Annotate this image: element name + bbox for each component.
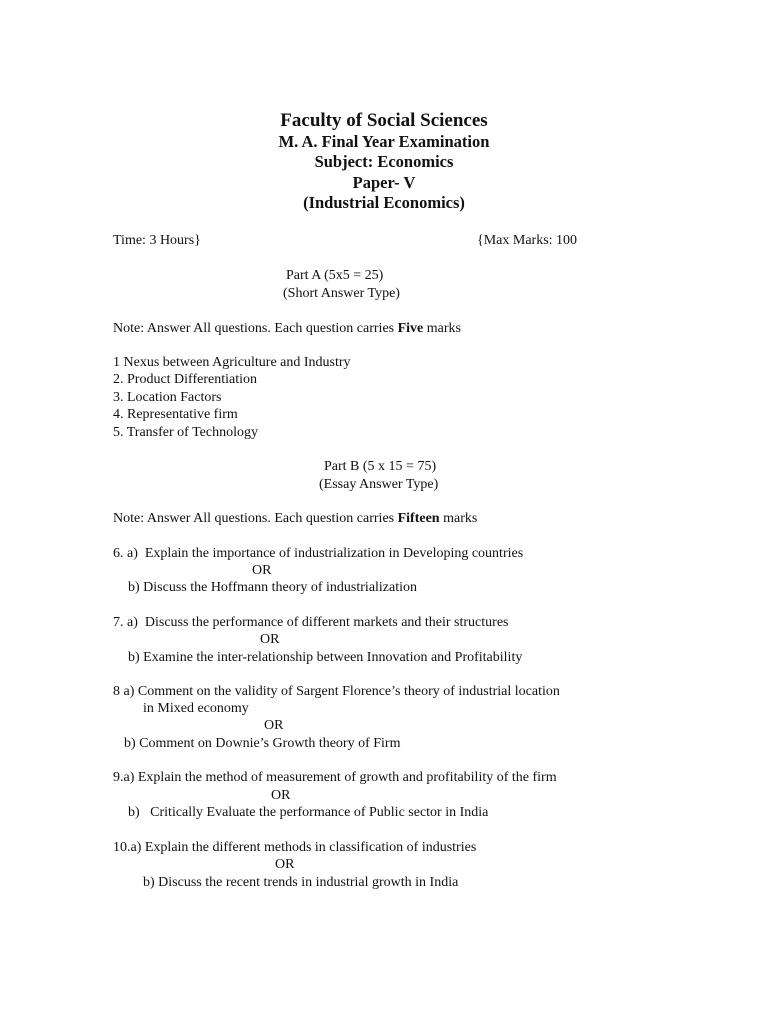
q9-or: OR	[271, 788, 291, 803]
part-a-question: 5. Transfer of Technology	[113, 425, 258, 440]
max-marks-label: {Max Marks: 100	[477, 233, 578, 248]
part-b-title: Part B (5 x 15 = 75)	[324, 459, 437, 474]
exam-title: M. A. Final Year Examination	[278, 132, 490, 151]
part-a-note	[113, 320, 461, 337]
q8-b: b) Comment on Downie’s Growth theory of Firm	[124, 736, 401, 751]
q6-b: b) Discuss the Hoffmann theory of industrialization	[128, 580, 418, 595]
part-a-question: 3. Location Factors	[113, 390, 222, 405]
time-label: Time: 3 Hours}	[113, 233, 201, 248]
faculty-title: Faculty of Social Sciences	[280, 110, 488, 131]
q8-a: 8 a) Comment on the validity of Sargent Florence’s theory of industrial location	[113, 684, 560, 699]
q7-b: b) Examine the inter-relationship between Innovation and Profitability	[128, 650, 523, 665]
part-a-type: (Short Answer Type)	[283, 286, 400, 301]
subject-title: Subject: Economics	[314, 152, 454, 171]
part-a-question: 4. Representative firm	[113, 407, 238, 422]
q10-a: 10.a) Explain the different methods in classification of industries	[113, 840, 477, 855]
q8-or: OR	[264, 718, 284, 733]
paper-number: Paper- V	[352, 173, 416, 192]
part-a-title: Part A (5x5 = 25)	[286, 268, 384, 283]
part-a-question: 1 Nexus between Agriculture and Industry	[113, 355, 351, 370]
q8-a-continued: in Mixed economy	[143, 701, 249, 716]
part-b-type: (Essay Answer Type)	[319, 477, 439, 492]
q6-or: OR	[252, 563, 272, 578]
part-b-note-bold: Fifteen	[397, 511, 440, 526]
part-a-note-prefix: Note: Answer All questions. Each question carries	[113, 321, 398, 336]
q6-a: 6. a) Explain the importance of industrialization in Developing countries	[113, 546, 524, 561]
q10-or: OR	[275, 857, 295, 872]
part-a-note-suffix: marks	[423, 321, 461, 336]
part-b-note-prefix: Note: Answer All questions. Each question carries	[113, 511, 398, 526]
part-b-note-suffix: marks	[439, 511, 478, 526]
part-b-note	[113, 510, 477, 527]
q9-b: b) Critically Evaluate the performance of Public sector in India	[128, 805, 489, 820]
paper-title: (Industrial Economics)	[303, 193, 465, 212]
part-a-question: 2. Product Differentiation	[113, 372, 257, 387]
q7-a: 7. a) Discuss the performance of different markets and their structures	[113, 615, 509, 630]
part-a-note-bold: Five	[397, 321, 424, 336]
q9-a: 9.a) Explain the method of measurement of growth and profitability of the firm	[113, 770, 557, 785]
q7-or: OR	[260, 632, 280, 647]
q10-b: b) Discuss the recent trends in industrial growth in India	[143, 875, 459, 890]
